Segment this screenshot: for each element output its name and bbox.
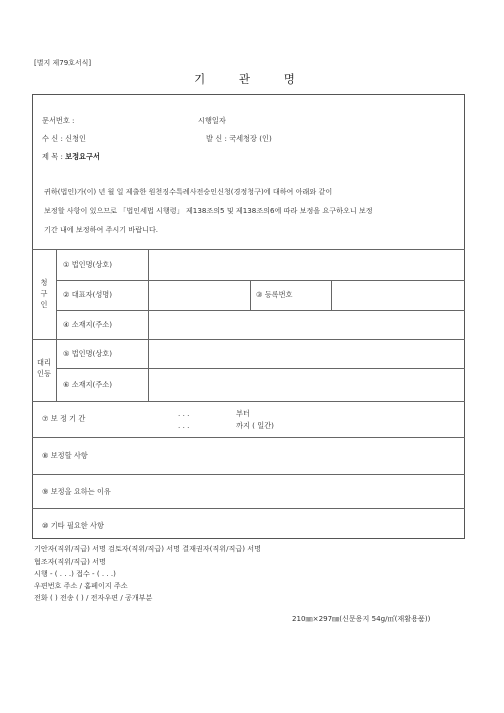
period-end-date: . . . (178, 421, 190, 430)
row-divider (32, 437, 465, 438)
group-column-divider (56, 249, 57, 401)
label-column-divider (148, 249, 149, 401)
footer-address-line: 우편번호 주소 / 홈페이지 주소 (34, 581, 128, 590)
subject-prefix: 제 목 : (42, 152, 66, 161)
reg-label-divider (250, 280, 251, 310)
row-divider (32, 401, 465, 402)
recipient-label: 수 신 : 신청인 (42, 134, 86, 143)
other-items-label: ⑩ 기타 필요한 사항 (42, 521, 104, 530)
footer-cooperation-line: 협조자(직위/직급) 서명 (34, 557, 106, 566)
row-divider (56, 310, 465, 311)
applicant-reg-no-label: ③ 등록번호 (256, 290, 293, 299)
paper-spec: 210㎜×297㎜(신문용지 54g/㎡(재활용품)) (292, 614, 431, 623)
subject-text: 보정요구서 (65, 152, 100, 161)
reg-value-divider (331, 280, 332, 310)
correction-reason-label: ⑨ 보정을 요하는 이유 (42, 487, 111, 496)
subject-line (42, 153, 100, 160)
paragraph-line-1: 귀하(법인)가(이) 년 월 일 제출한 원천징수특례사전승인신청(경정청구)에 대하여 아래와 같이 (44, 187, 333, 196)
footer-contact-line: 전화 ( ) 전송 ( ) / 전자우편 / 공개부분 (34, 593, 153, 602)
enforcement-date-label: 시행일자 (198, 116, 226, 125)
footer-enforcement-line: 시행 - ( . . .) 접수 - ( . . .) (34, 569, 116, 578)
form-number: [별지 제79호서식] (34, 59, 92, 67)
applicant-address-label: ④ 소재지(주소) (63, 320, 113, 329)
request-paragraph (44, 182, 460, 239)
row-divider (56, 280, 465, 281)
applicant-corp-name-label: ① 법인명(상호) (63, 260, 113, 269)
applicant-rep-name-label: ② 대표자(성명) (63, 290, 113, 299)
period-start-date: . . . (178, 409, 190, 418)
paragraph-line-2: 보정할 사항이 있으므로 「법인세법 시행령」 제138조의5 및 제138조의6에 따라 보정을 요구하오니 보정 (44, 206, 373, 215)
document-number-label: 문서번호 : (42, 116, 75, 125)
agent-address-label: ⑥ 소재지(주소) (63, 380, 113, 389)
agency-title: 기 관 명 (194, 72, 310, 86)
period-start-suffix: 부터 (236, 409, 250, 418)
paragraph-line-3: 기간 내에 보정하여 주시기 바랍니다. (44, 225, 159, 234)
row-divider (32, 339, 465, 340)
footer-approval-line: 기안자(직위/직급) 서명 검토자(직위/직급) 서명 결재권자(직위/직급) 서명 (34, 544, 261, 553)
row-divider (32, 474, 465, 475)
table-top-border (32, 249, 465, 250)
correction-items-label: ⑧ 보정할 사항 (42, 451, 88, 460)
period-end-suffix: 까지 ( 일간) (236, 421, 274, 430)
correction-period-label: ⑦ 보 정 기 간 (42, 414, 86, 423)
applicant-group-label: 청 구 인 (40, 278, 48, 309)
agent-group-label: 대리 인등 (37, 358, 51, 378)
row-divider (32, 508, 465, 509)
row-divider (56, 368, 465, 369)
sender-label: 발 신 : 국세청장 (인) (206, 134, 272, 143)
agent-corp-name-label: ⑤ 법인명(상호) (63, 349, 113, 358)
